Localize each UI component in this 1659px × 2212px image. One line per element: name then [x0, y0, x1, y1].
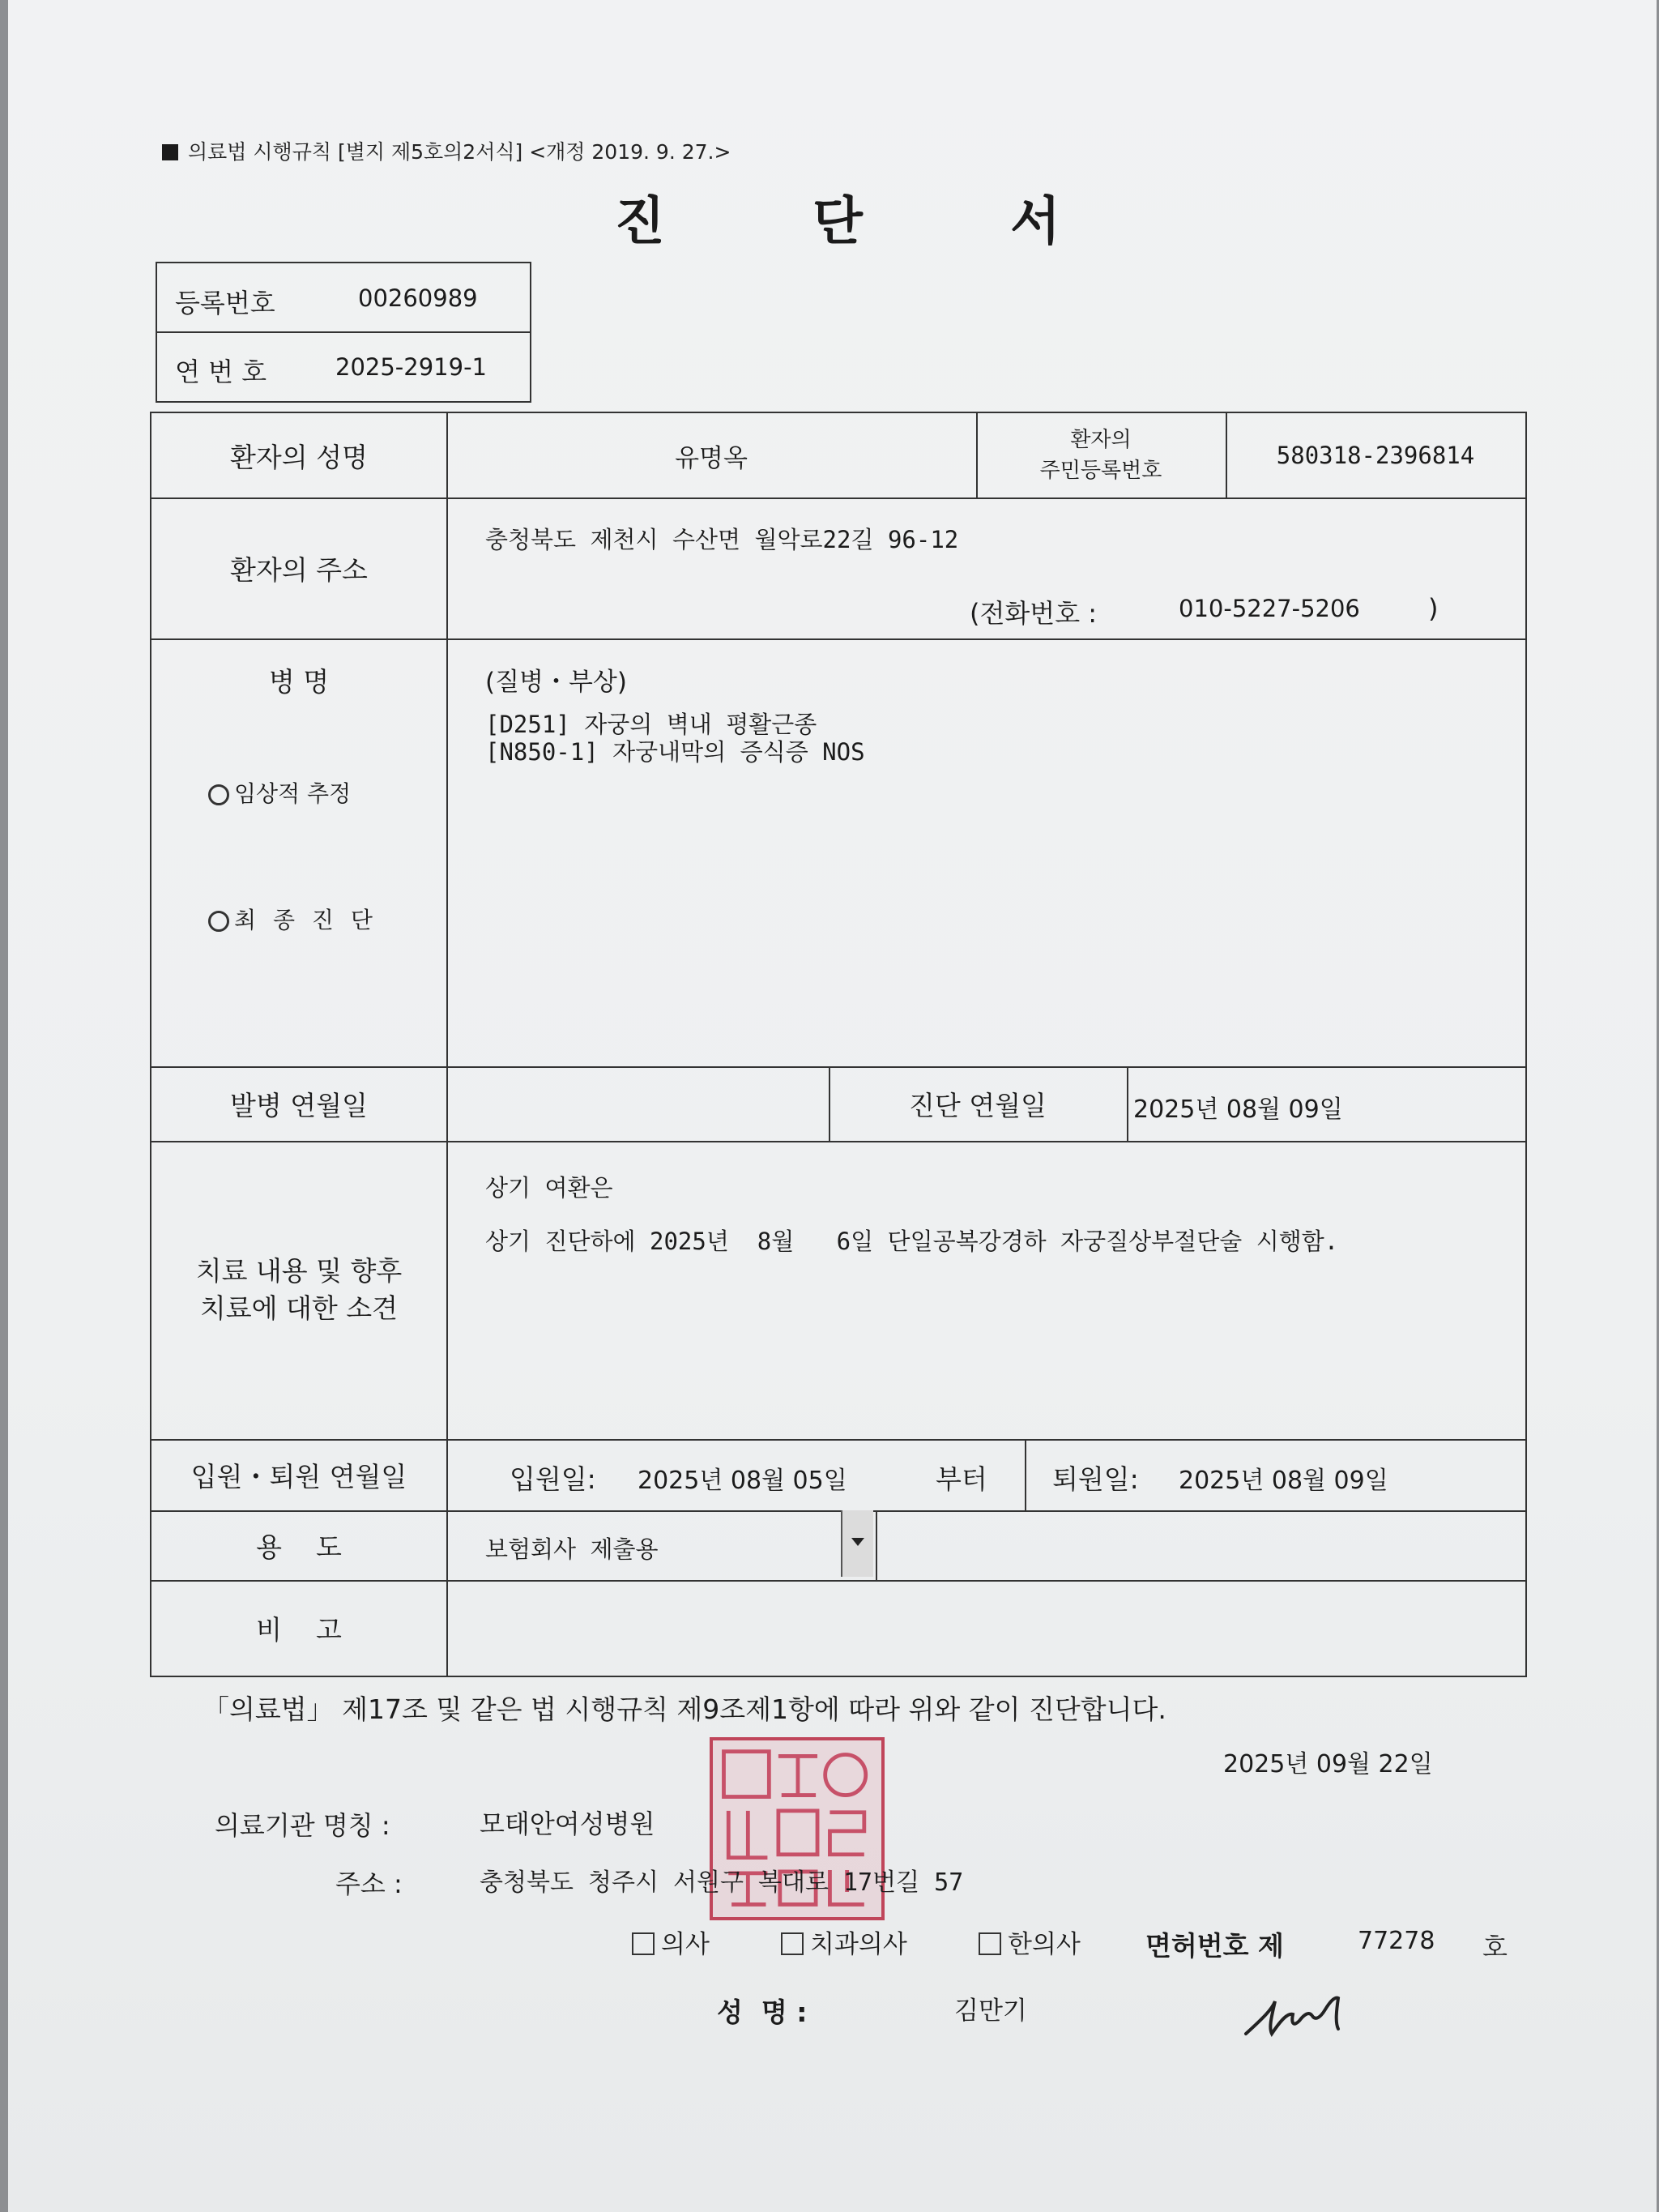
purpose-label: 용 도 [256, 1531, 342, 1563]
remarks-label: 비 고 [256, 1613, 342, 1646]
license-label: 면허번호 제 [1145, 1930, 1284, 1962]
square-bullet-icon [162, 144, 178, 160]
diagnosis-line-2: [N850-1] 자궁내막의 증식증 NOS [485, 738, 865, 766]
serial-row [157, 332, 530, 400]
institution-name: 모태안여성병원 [480, 1808, 655, 1839]
checkbox-icon [979, 1932, 1001, 1955]
option-final[interactable] [208, 903, 377, 935]
diagnosis-table [150, 412, 1527, 1677]
treatment-label-line1: 치료 내용 및 향후 [195, 1255, 403, 1287]
treatment-line-1: 상기 여환은 [485, 1174, 613, 1202]
registration-box [156, 262, 531, 403]
rrn-label-line1: 환자의 [1070, 428, 1132, 452]
option-clinical[interactable] [208, 776, 351, 809]
admission-from: 부터 [936, 1463, 987, 1495]
rrn-label [976, 413, 1226, 497]
row-divider [151, 638, 1525, 640]
rrn-label-line2: 주민등록번호 [1039, 459, 1162, 483]
document-title: 진 단 서 [614, 192, 1126, 252]
serial-number-value: 2025-2919-1 [335, 353, 487, 381]
institution-label: 의료기관 명칭 : [215, 1810, 390, 1841]
checkbox-icon [632, 1932, 655, 1955]
address-value: 충청북도 제천시 수산면 월악로22길 96-12 [485, 526, 959, 553]
license-number: 77278 [1358, 1927, 1435, 1955]
diagnosis-date-value: 2025년 08월 09일 [1133, 1095, 1343, 1124]
admission-label: 입원・퇴원 연월일 [190, 1460, 407, 1492]
column-divider [1025, 1439, 1026, 1510]
license-suffix: 호 [1482, 1932, 1508, 1962]
column-divider [446, 413, 448, 1676]
institution-address-label: 주소 : [335, 1868, 403, 1899]
option-final-label: 최 종 진 단 [234, 907, 377, 933]
phone-label: (전화번호 : [970, 598, 1098, 629]
form-note-text: 의료법 시행규칙 [별지 제5호의2서식] <개정 2019. 9. 27.> [188, 140, 731, 164]
address-label: 환자의 주소 [230, 553, 368, 586]
document-page [8, 0, 1657, 2212]
treatment-label-line2: 치료에 대한 소견 [199, 1292, 399, 1324]
registration-row [157, 263, 530, 333]
issue-date: 2025년 09월 22일 [1223, 1750, 1433, 1779]
option-doctor[interactable] [632, 1924, 710, 1960]
onset-date-value [446, 1066, 829, 1141]
option-clinical-label: 임상적 추정 [234, 780, 352, 807]
option-oriental-label: 한의사 [1008, 1930, 1081, 1959]
onset-date-label: 발병 연월일 [230, 1089, 368, 1121]
radio-circle-icon [208, 784, 229, 805]
chevron-down-icon[interactable] [841, 1510, 873, 1577]
signature-label: 성 명 : [717, 1996, 808, 2028]
rrn-value: 580318-2396814 [1276, 442, 1475, 469]
option-oriental[interactable] [979, 1924, 1081, 1960]
reg-number-label: 등록번호 [175, 288, 275, 318]
discharge-date: 2025년 08월 09일 [1179, 1467, 1388, 1495]
purpose-select[interactable]: 보험회사 제출용 [485, 1535, 659, 1563]
signature-icon [1239, 1977, 1361, 2050]
column-divider [876, 1510, 877, 1580]
admission-in-label: 입원일: [510, 1463, 596, 1495]
treatment-label [151, 1141, 446, 1439]
treatment-line-2: 상기 진단하에 2025년 8월 6일 단일공복강경하 자궁질상부절단술 시행함. [485, 1228, 1339, 1255]
institution-address: 충청북도 청주시 서원구 복대로 17번길 57 [480, 1868, 964, 1897]
certification-statement: 「의료법」 제17조 및 같은 법 시행규칙 제9조제1항에 따라 위와 같이 진단합니다. [203, 1693, 1166, 1725]
patient-name-value: 유명옥 [675, 443, 748, 473]
diagnosis-line-1: [D251] 자궁의 벽내 평활근종 [485, 711, 817, 738]
diagnosis-date-label: 진단 연월일 [909, 1089, 1047, 1121]
discharge-label: 퇴원일: [1052, 1463, 1139, 1495]
diagnosis-category: (질병・부상) [485, 668, 627, 697]
option-doctor-label: 의사 [661, 1930, 710, 1959]
phone-value: 010-5227-5206 [1179, 595, 1360, 622]
checkbox-icon [781, 1932, 804, 1955]
phone-close: ) [1428, 593, 1439, 624]
option-dentist-label: 치과의사 [810, 1930, 907, 1959]
reg-number-value: 00260989 [358, 284, 478, 312]
patient-name-label: 환자의 성명 [230, 441, 368, 473]
column-divider [1127, 1066, 1128, 1141]
diagnosis-label: 병 명 [268, 666, 330, 698]
remarks-value [446, 1580, 1525, 1676]
admission-in-date: 2025년 08월 05일 [638, 1467, 847, 1495]
option-dentist[interactable] [781, 1924, 907, 1960]
radio-circle-icon [208, 911, 229, 932]
form-note [162, 136, 731, 165]
doctor-name: 김만기 [954, 1996, 1027, 2026]
serial-number-label: 연 번 호 [175, 357, 267, 387]
